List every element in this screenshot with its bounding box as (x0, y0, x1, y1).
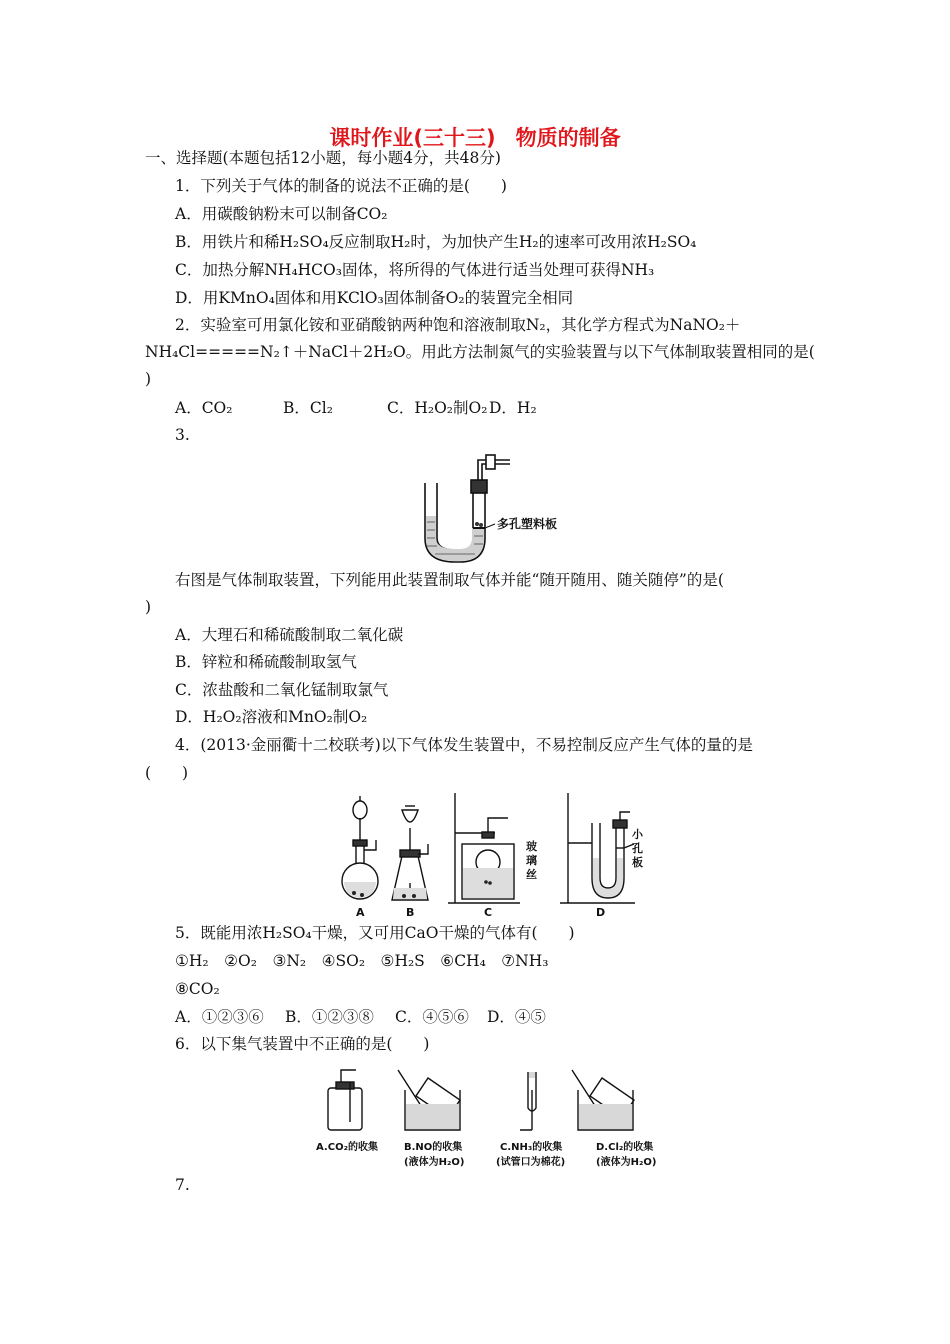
q2-option-a: A．CO₂ (175, 399, 233, 417)
q4-label-hole-2: 孔 (632, 842, 643, 855)
q6-caption-c1: C.NH₃的收集 (500, 1142, 563, 1153)
q5-gas-8: ⑧CO₂ (175, 980, 220, 998)
q4-label-glass-3: 丝 (526, 868, 537, 881)
q6-caption-a: A.CO₂的收集 (316, 1142, 378, 1153)
q6-gas-collection-figure (310, 1060, 680, 1172)
q3-line2: ) (145, 598, 152, 616)
q2-option-b: B．Cl₂ (283, 399, 333, 417)
q4-apparatus-figure (330, 788, 650, 918)
q1-option-c: C．加热分解NH₄HCO₃固体，将所得的气体进行适当处理可获得NH₃ (175, 261, 655, 279)
q2-line1: 2．实验室可用氯化铵和亚硝酸钠两种饱和溶液制取N₂，其化学方程式为NaNO₂＋ (175, 316, 741, 334)
title-sub: 物质的制备 (515, 126, 621, 150)
q1-option-d: D．用KMnO₄固体和用KClO₃固体制备O₂的装置完全相同 (175, 289, 574, 307)
q5-options (175, 1007, 546, 1027)
q5-option-d: D．④⑤ (487, 1008, 546, 1026)
q3-option-a: A．大理石和稀硫酸制取二氧化碳 (175, 626, 404, 644)
q6-caption-b2: (液体为H₂O) (404, 1157, 465, 1168)
q6-caption-d1: D.Cl₂的收集 (596, 1142, 654, 1153)
q5-option-a: A．①②③⑥ (175, 1008, 264, 1026)
q6-stem: 6．以下集气装置中不正确的是( ) (175, 1035, 430, 1053)
q2-options (175, 398, 537, 418)
q3-option-d: D．H₂O₂溶液和MnO₂制O₂ (175, 708, 368, 726)
q3-option-b: B．锌粒和稀硫酸制取氢气 (175, 653, 357, 671)
q4-label-a: A (356, 906, 365, 918)
q7-number: 7. (175, 1176, 190, 1194)
q4-label-glass-1: 玻 (526, 840, 537, 853)
q2-line2: NH₄Cl=====N₂↑＋NaCl＋2H₂O。用此方法制氮气的实验装置与以下气体制取装置相同的是( (145, 343, 815, 361)
title-main: 课时作业(三十三) (329, 126, 496, 150)
q4-label-d: D (596, 906, 606, 918)
q3-line1: 右图是气体制取装置，下列能用此装置制取气体并能“随开随用、随关随停”的是( (175, 571, 724, 589)
q3-number: 3. (175, 426, 190, 444)
q5-option-b: B．①②③⑧ (285, 1008, 374, 1026)
q4-label-b: B (406, 906, 415, 918)
q4-label-c: C (484, 906, 493, 918)
q4-label-glass-2: 璃 (526, 854, 537, 867)
q3-figure-label: 多孔塑料板 (497, 517, 558, 531)
q5-gases: ①H₂ ②O₂ ③N₂ ④SO₂ ⑤H₂S ⑥CH₄ ⑦NH₃ (175, 952, 549, 970)
q1-option-a: A．用碳酸钠粉末可以制备CO₂ (175, 205, 388, 223)
q2-line3: ) (145, 370, 152, 388)
q6-caption-c2: (试管口为棉花) (496, 1157, 566, 1168)
q5-stem: 5．既能用浓H₂SO₄干燥，又可用CaO干燥的气体有( ) (175, 924, 575, 942)
q1-stem: 1．下列关于气体的制备的说法不正确的是( ) (175, 177, 507, 195)
q2-option-c: C．H₂O₂制O₂ (387, 399, 488, 417)
q3-u-tube-figure (415, 448, 575, 568)
q6-caption-d2: (液体为H₂O) (596, 1157, 657, 1168)
q4-line1: 4．(2013·金丽衢十二校联考)以下气体发生装置中，不易控制反应产生气体的量的是 (175, 736, 753, 754)
q5-option-c: C．④⑤⑥ (395, 1008, 469, 1026)
q4-line2: ( ) (145, 764, 189, 782)
q3-option-c: C．浓盐酸和二氧化锰制取氯气 (175, 681, 389, 699)
q1-option-b: B．用铁片和稀H₂SO₄反应制取H₂时，为加快产生H₂的速率可改用浓H₂SO₄ (175, 233, 697, 251)
section-heading: 一、选择题(本题包括12小题，每小题4分，共48分) (145, 149, 501, 167)
q4-label-hole-3: 板 (632, 856, 643, 869)
q4-label-hole-1: 小 (632, 828, 643, 841)
q6-caption-b1: B.NO的收集 (404, 1142, 463, 1153)
q2-option-d: D．H₂ (489, 399, 537, 417)
